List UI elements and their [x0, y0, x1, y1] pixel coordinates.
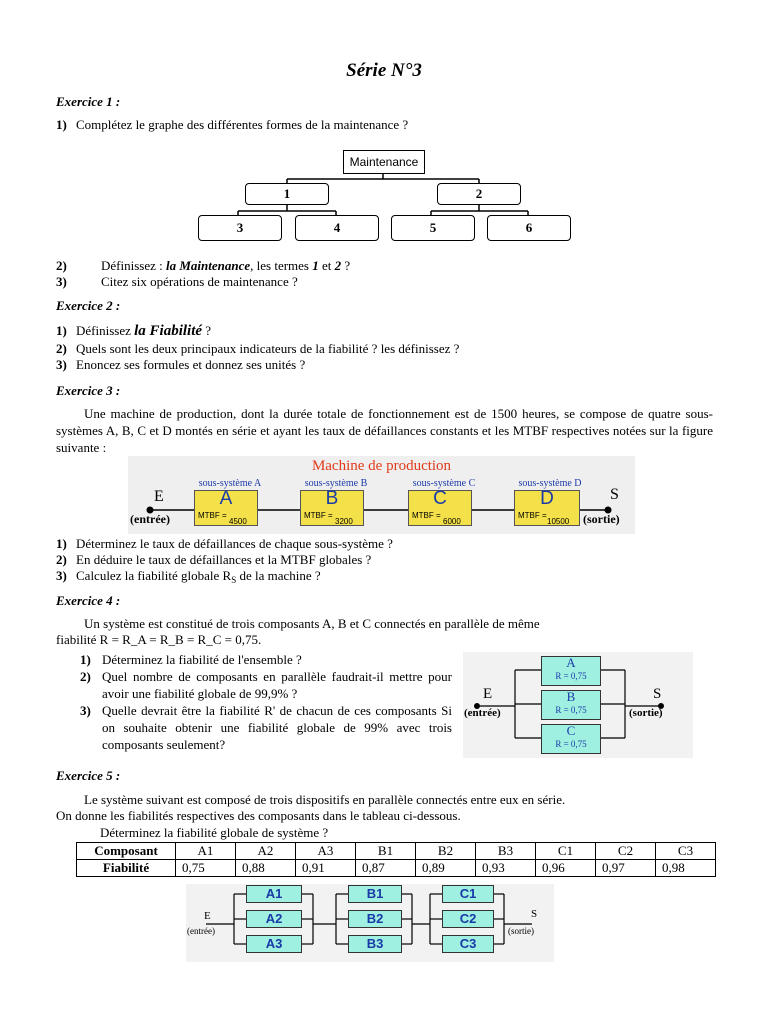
ex4-question-2: [80, 668, 452, 702]
subsystem-c-mtbf-value: 6000: [443, 517, 461, 526]
tree-node-1: 1: [245, 183, 329, 205]
tree-node-6: 6: [487, 215, 571, 241]
block-b1: B1: [348, 885, 402, 903]
ex2-question-3: [56, 357, 305, 373]
table-cell: B1: [356, 843, 416, 860]
ex2-q2-number: 2): [56, 341, 67, 356]
subsystem-b-box: [300, 490, 364, 526]
ex1-q1-text: Complétez le graphe des différentes formes de la maintenance ?: [76, 117, 409, 132]
tree-node-4: 4: [295, 215, 379, 241]
exercise-5-heading: Exercice 5 :: [56, 768, 121, 783]
ex1-q2-number: 2): [56, 258, 67, 273]
ex5-intro-3: Déterminez la fiabilité globale de système ?: [100, 825, 329, 840]
subsystem-a-letter: A: [219, 488, 233, 509]
ex2-q1-term-fiabilite: la Fiabilité: [134, 323, 203, 339]
component-b-reliability: R = 0,75: [555, 705, 587, 715]
subsystem-b-mtbf-label: MTBF =: [304, 511, 333, 520]
ex4-question-1: [80, 651, 452, 668]
subsystem-d-box: [514, 490, 580, 526]
tree-node-3: 3: [198, 215, 282, 241]
ex1-question-3: [56, 274, 298, 290]
block-a2: A2: [246, 910, 302, 928]
table-cell: 0,87: [356, 860, 416, 877]
table-cell: 0,88: [236, 860, 296, 877]
exercise-1-heading: Exercice 1 :: [56, 94, 121, 109]
ex3-question-1: [56, 536, 393, 552]
ex1-question-2: [56, 258, 350, 274]
ex3-question-2: [56, 552, 371, 568]
block-a3: A3: [246, 935, 302, 953]
component-c-reliability: R = 0,75: [555, 739, 587, 749]
sp-exit-label: (sortie): [508, 926, 534, 936]
ex4-q1-number: 1): [80, 652, 91, 667]
ex2-q1-text-a: Définissez: [76, 323, 135, 338]
subsystem-c-mtbf-label: MTBF =: [412, 511, 441, 520]
ex3-q2-text: En déduire le taux de défaillances et la MTBF globales ?: [76, 552, 372, 567]
subsystem-a-box: [194, 490, 258, 526]
table-cell: C2: [596, 843, 656, 860]
ex1-q1-number: 1): [56, 117, 67, 132]
ex2-q1-number: 1): [56, 323, 67, 338]
ex2-q1-text-c: ?: [202, 323, 212, 338]
ex3-q1-text: Déterminez le taux de défaillances de chaque sous-système ?: [76, 536, 393, 551]
ex1-question-1: [56, 117, 408, 133]
ex1-q2-text-a: Définissez :: [101, 258, 166, 273]
ex1-q2-text-g: ?: [341, 258, 351, 273]
subsystem-d-mtbf-value: 10500: [547, 517, 570, 526]
table-row-reliability: [77, 860, 716, 877]
ex4-intro-2: fiabilité R = R_A = R_B = R_C = 0,75.: [56, 632, 262, 647]
subsystem-a-mtbf-value: 4500: [229, 517, 247, 526]
table-cell: C3: [656, 843, 716, 860]
tree-node-2: 2: [437, 183, 521, 205]
ex3-question-3: [56, 568, 321, 588]
block-c3: C3: [442, 935, 494, 953]
table-cell: A3: [296, 843, 356, 860]
ex1-q2-term-2: 2: [334, 258, 342, 273]
component-a-box: [541, 656, 601, 686]
table-header-fiabilite: Fiabilité: [77, 860, 176, 877]
table-cell: 0,98: [656, 860, 716, 877]
block-b3: B3: [348, 935, 402, 953]
reliability-table: [76, 842, 716, 877]
ex1-q3-text: Citez six opérations de maintenance ?: [101, 274, 298, 289]
subsystem-a-mtbf-label: MTBF =: [198, 511, 227, 520]
table-cell: 0,93: [476, 860, 536, 877]
ex1-q2-term-maintenance: la Maintenance: [165, 258, 251, 273]
ex2-q3-number: 3): [56, 357, 67, 372]
component-c-letter: C: [566, 723, 576, 738]
subsystem-c-letter: C: [433, 488, 447, 509]
abc-exit-s: S: [653, 686, 662, 702]
page-title: Série N°3: [346, 60, 422, 81]
exercise-3-heading: Exercice 3 :: [56, 383, 121, 398]
table-header-composant: Composant: [77, 843, 176, 860]
ex2-q3-text: Enoncez ses formules et donnez ses unités ?: [76, 357, 306, 372]
component-b-letter: B: [566, 689, 576, 704]
subsystem-c-box: [408, 490, 472, 526]
tree-node-5: 5: [391, 215, 475, 241]
subsystem-c-label: sous-système C: [412, 478, 476, 489]
ex1-q3-number: 3): [56, 274, 67, 289]
table-cell: A1: [176, 843, 236, 860]
block-b2: B2: [348, 910, 402, 928]
ex2-q2-text: Quels sont les deux principaux indicateurs de la fiabilité ? les définissez ?: [76, 341, 460, 356]
ex3-q2-number: 2): [56, 552, 67, 567]
block-a1: A1: [246, 885, 302, 903]
ex4-intro-1: Un système est constitué de trois composants A, B et C connectés en parallèle de même: [84, 616, 540, 631]
subsystem-b-mtbf-value: 3200: [335, 517, 353, 526]
series-parallel-figure: [186, 884, 554, 962]
machine-entry-label: (entrée): [130, 512, 170, 526]
machine-entry-e: E: [154, 488, 164, 505]
subsystem-b-label: sous-système B: [304, 478, 368, 489]
abc-entry-label: (entrée): [464, 707, 501, 719]
ex3-q3-subscript: S: [231, 575, 237, 585]
subsystem-d-letter: D: [540, 488, 554, 509]
ex5-intro-2: On donne les fiabilités respectives des composants dans le tableau ci-dessous.: [56, 808, 461, 823]
subsystem-d-mtbf-label: MTBF =: [518, 511, 547, 520]
ex3-q3-number: 3): [56, 568, 67, 583]
ex3-q1-number: 1): [56, 536, 67, 551]
ex2-question-2: [56, 341, 459, 357]
ex1-q2-text-e: et: [318, 258, 335, 273]
table-cell: 0,75: [176, 860, 236, 877]
machine-exit-s: S: [610, 486, 619, 503]
tree-root-maintenance: Maintenance: [343, 150, 425, 174]
ex4-q2-number: 2): [80, 669, 91, 684]
ex5-intro-1: Le système suivant est composé de trois dispositifs en parallèle connectés entre eux en série.: [84, 792, 566, 807]
block-c2: C2: [442, 910, 494, 928]
abc-exit-label: (sortie): [629, 707, 663, 719]
ex3-q3-text-b: de la machine ?: [236, 568, 321, 583]
table-cell: A2: [236, 843, 296, 860]
ex4-q2-text: Quel nombre de composants en parallèle faudrait-il mettre pour avoir une fiabilité globale de 99,9% ?: [102, 669, 452, 701]
sp-entry-label: (entrée): [187, 926, 215, 936]
ex3-intro: Une machine de production, dont la durée totale de fonctionnement est de 1500 heures, se compose de quatre sous-systèmes A, B, C et D montés en série et ayant les taux de défaillances constants et les MTBF respectives notées sur la figure suivante :: [56, 406, 713, 455]
table-cell: 0,89: [416, 860, 476, 877]
ex3-q3-text-a: Calculez la fiabilité globale R: [76, 568, 232, 583]
ex4-question-3: [80, 702, 452, 753]
machine-figure-title: Machine de production: [311, 458, 452, 474]
table-cell: B2: [416, 843, 476, 860]
ex1-q2-text-c: , les termes: [250, 258, 313, 273]
component-a-letter: A: [566, 655, 576, 670]
table-cell: 0,97: [596, 860, 656, 877]
machine-production-figure: [128, 456, 635, 534]
component-a-reliability: R = 0,75: [555, 671, 587, 681]
component-b-box: [541, 690, 601, 720]
abc-entry-e: E: [483, 686, 493, 702]
ex2-question-1: [56, 323, 211, 339]
ex4-q3-text: Quelle devrait être la fiabilité R' de chacun de ces composants Si on souhaite obtenir une fiabilité globale de 99% avec trois composants seulement?: [102, 703, 452, 752]
machine-exit-label: (sortie): [583, 512, 620, 526]
exercise-2-heading: Exercice 2 :: [56, 298, 121, 313]
sp-exit-s: S: [531, 908, 538, 920]
subsystem-b-letter: B: [325, 488, 339, 509]
table-cell: 0,96: [536, 860, 596, 877]
component-c-box: [541, 724, 601, 754]
exercise-4-heading: Exercice 4 :: [56, 593, 121, 608]
block-c1: C1: [442, 885, 494, 903]
subsystem-a-label: sous-système A: [198, 478, 262, 489]
sp-entry-e: E: [204, 910, 211, 922]
ex4-q3-number: 3): [80, 703, 91, 718]
subsystem-d-label: sous-système D: [518, 478, 582, 489]
parallel-abc-figure: [463, 652, 693, 758]
ex1-q2-term-1: 1: [312, 258, 319, 273]
table-cell: B3: [476, 843, 536, 860]
table-cell: C1: [536, 843, 596, 860]
ex4-q1-text: Déterminez la fiabilité de l'ensemble ?: [102, 652, 302, 667]
table-row-components: [77, 843, 716, 860]
ex4-questions: [80, 651, 452, 753]
table-cell: 0,91: [296, 860, 356, 877]
